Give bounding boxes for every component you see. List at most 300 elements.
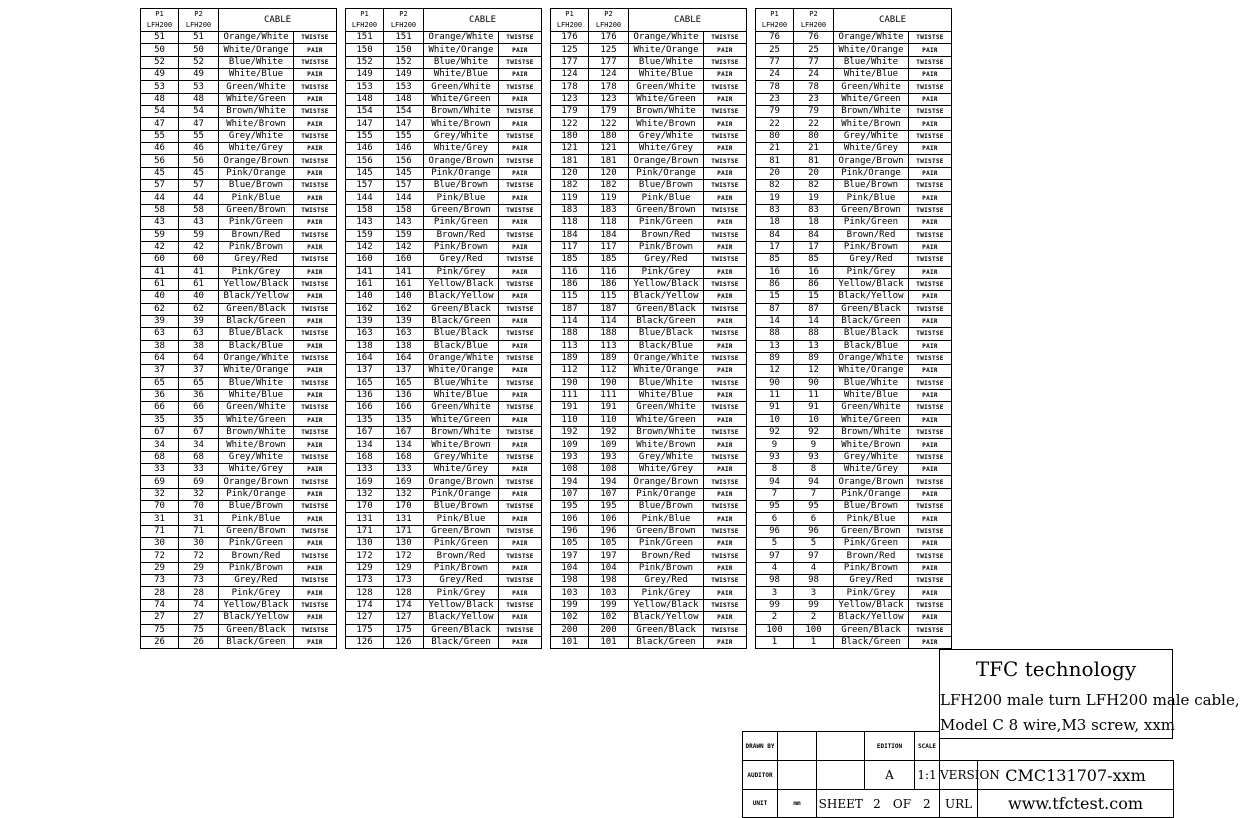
p2-pin: 163: [384, 328, 424, 340]
twisted-label: TWISTSE: [294, 106, 337, 118]
p2-pin: 86: [794, 278, 834, 290]
wire-color: Pink/Brown: [219, 562, 294, 574]
p2-pin: 81: [794, 155, 834, 167]
p2-pin: 13: [794, 340, 834, 352]
wire-color: Pink/Grey: [834, 587, 909, 599]
p2-pin: 92: [794, 427, 834, 439]
p2-pin: 70: [179, 501, 219, 513]
wire-color: Blue/Brown: [424, 180, 499, 192]
p2-pin: 62: [179, 303, 219, 315]
wire-color: Green/Black: [219, 624, 294, 636]
wire-color: Pink/Grey: [629, 587, 704, 599]
p1-pin: 31: [141, 513, 179, 525]
wire-color: White/Green: [424, 93, 499, 105]
p2-pin: 178: [589, 81, 629, 93]
pair-label: PAIR: [704, 217, 747, 229]
wire-color: White/Green: [629, 93, 704, 105]
p2-pin: 90: [794, 377, 834, 389]
twisted-label: TWISTSE: [704, 476, 747, 488]
p1-pin: 116: [551, 266, 589, 278]
twisted-label: TWISTSE: [294, 81, 337, 93]
p1-pin: 32: [141, 488, 179, 500]
p1-pin: 5: [756, 538, 794, 550]
wire-color: Pink/Green: [834, 538, 909, 550]
wire-color: Yellow/Black: [219, 278, 294, 290]
p2-header-line2: LFH200: [800, 21, 827, 29]
p1-pin: 106: [551, 513, 589, 525]
wire-color: Grey/White: [629, 451, 704, 463]
wire-color: White/Brown: [834, 118, 909, 130]
twisted-label: TWISTSE: [499, 427, 542, 439]
twisted-label: TWISTSE: [499, 229, 542, 241]
wire-color: Black/Blue: [629, 340, 704, 352]
p1-pin: 176: [551, 32, 589, 44]
pair-label: PAIR: [909, 587, 952, 599]
p1-pin: 37: [141, 365, 179, 377]
p2-pin: 12: [794, 365, 834, 377]
p1-pin: 65: [141, 377, 179, 389]
wire-color: White/Orange: [219, 365, 294, 377]
wire-color: Black/Yellow: [834, 612, 909, 624]
p1-pin: 14: [756, 315, 794, 327]
table-row: [141, 254, 337, 266]
table-row: [756, 81, 952, 93]
table-row: [141, 69, 337, 81]
p1-pin: 192: [551, 427, 589, 439]
p1-pin: 177: [551, 56, 589, 68]
p1-pin: 123: [551, 93, 589, 105]
table-row: [756, 439, 952, 451]
table-row: [141, 56, 337, 68]
table-row: [346, 69, 542, 81]
table-row: [346, 106, 542, 118]
p1-pin: 198: [551, 575, 589, 587]
p1-pin: 122: [551, 118, 589, 130]
p2-pin: 146: [384, 143, 424, 155]
wire-color: White/Green: [424, 414, 499, 426]
p2-pin: 173: [384, 575, 424, 587]
twisted-label: TWISTSE: [499, 180, 542, 192]
table-row: [551, 624, 747, 636]
p2-pin: 71: [179, 525, 219, 537]
p2-pin: 198: [589, 575, 629, 587]
p1-pin: 115: [551, 291, 589, 303]
p2-pin: 65: [179, 377, 219, 389]
wire-color: Black/Yellow: [424, 612, 499, 624]
wire-color: Blue/Brown: [219, 180, 294, 192]
wire-color: Blue/White: [834, 56, 909, 68]
wire-color: Pink/Green: [219, 217, 294, 229]
table-row: [551, 352, 747, 364]
wire-color: White/Brown: [219, 118, 294, 130]
p1-pin: 60: [141, 254, 179, 266]
twisted-label: TWISTSE: [294, 328, 337, 340]
url-label: URL: [940, 790, 978, 818]
p2-pin: 174: [384, 599, 424, 611]
twisted-label: TWISTSE: [704, 106, 747, 118]
p2-pin: 184: [589, 229, 629, 241]
model-description: Model C 8 wire,M3 screw, xxm: [940, 712, 1173, 739]
pair-label: PAIR: [294, 192, 337, 204]
wire-color: Blue/White: [629, 377, 704, 389]
pair-label: PAIR: [294, 93, 337, 105]
twisted-label: TWISTSE: [909, 81, 952, 93]
wire-color: Orange/Brown: [424, 155, 499, 167]
p2-pin: 112: [589, 365, 629, 377]
table-row: [141, 291, 337, 303]
pair-label: PAIR: [704, 44, 747, 56]
p2-pin: 182: [589, 180, 629, 192]
p1-pin: 118: [551, 217, 589, 229]
p1-pin: 182: [551, 180, 589, 192]
p2-pin: 130: [384, 538, 424, 550]
p1-pin: 114: [551, 315, 589, 327]
wire-color: White/Grey: [219, 464, 294, 476]
wire-color: Pink/Blue: [834, 513, 909, 525]
p2-pin: 24: [794, 69, 834, 81]
table-row: [141, 488, 337, 500]
wire-color: Black/Green: [834, 315, 909, 327]
wire-color: Brown/Red: [219, 550, 294, 562]
wire-color: Pink/Grey: [219, 587, 294, 599]
p2-header: [589, 9, 629, 32]
p1-pin: 135: [346, 414, 384, 426]
wire-color: Grey/Red: [424, 575, 499, 587]
wire-color: Yellow/Black: [629, 278, 704, 290]
table-row: [346, 118, 542, 130]
wire-color: Green/White: [219, 81, 294, 93]
p1-pin: 104: [551, 562, 589, 574]
p2-pin: 152: [384, 56, 424, 68]
table-row: [346, 241, 542, 253]
p2-pin: 168: [384, 451, 424, 463]
twisted-label: TWISTSE: [909, 278, 952, 290]
table-row: [141, 513, 337, 525]
p2-header-line1: P2: [604, 10, 613, 18]
table-row: [551, 106, 747, 118]
p1-pin: 127: [346, 612, 384, 624]
twisted-label: TWISTSE: [294, 550, 337, 562]
p2-pin: 5: [794, 538, 834, 550]
wire-color: Yellow/Black: [424, 599, 499, 611]
pair-label: PAIR: [499, 93, 542, 105]
p1-header-line2: LFH200: [146, 21, 173, 29]
p1-pin: 97: [756, 550, 794, 562]
table-row: [346, 427, 542, 439]
p2-pin: 136: [384, 389, 424, 401]
table-row: [551, 266, 747, 278]
twisted-label: TWISTSE: [909, 328, 952, 340]
wire-color: Pink/Green: [629, 538, 704, 550]
p1-pin: 95: [756, 501, 794, 513]
wire-color: Green/Brown: [219, 204, 294, 216]
p2-pin: 100: [794, 624, 834, 636]
p2-pin: 183: [589, 204, 629, 216]
table-row: [346, 476, 542, 488]
p2-pin: 135: [384, 414, 424, 426]
wire-color: Brown/White: [834, 106, 909, 118]
table-row: [346, 352, 542, 364]
table-row: [756, 451, 952, 463]
table-row: [551, 241, 747, 253]
pair-label: PAIR: [294, 241, 337, 253]
table-row: [141, 106, 337, 118]
table-row: [756, 476, 952, 488]
pair-label: PAIR: [499, 192, 542, 204]
wire-color: Grey/White: [834, 451, 909, 463]
p2-pin: 128: [384, 587, 424, 599]
pinout-table-1: [140, 8, 337, 649]
p1-pin: 128: [346, 587, 384, 599]
p2-pin: 113: [589, 340, 629, 352]
table-row: [346, 365, 542, 377]
wire-color: White/Grey: [629, 464, 704, 476]
p2-pin: 35: [179, 414, 219, 426]
p2-pin: 20: [794, 167, 834, 179]
pair-label: PAIR: [499, 365, 542, 377]
pair-label: PAIR: [294, 266, 337, 278]
p1-pin: 25: [756, 44, 794, 56]
wire-color: Blue/Brown: [834, 180, 909, 192]
p2-pin: 157: [384, 180, 424, 192]
twisted-label: TWISTSE: [704, 56, 747, 68]
pair-label: PAIR: [909, 241, 952, 253]
wire-color: Brown/White: [424, 106, 499, 118]
wire-color: Blue/Black: [424, 328, 499, 340]
scale-value: 1:1: [915, 761, 940, 790]
pair-label: PAIR: [499, 389, 542, 401]
wire-color: White/Orange: [629, 44, 704, 56]
table-row: [346, 56, 542, 68]
twisted-label: TWISTSE: [499, 599, 542, 611]
p2-header-line2: LFH200: [595, 21, 622, 29]
pair-label: PAIR: [704, 587, 747, 599]
table-row: [346, 451, 542, 463]
table-row: [756, 612, 952, 624]
p2-pin: 121: [589, 143, 629, 155]
twisted-label: TWISTSE: [499, 352, 542, 364]
table-row: [756, 106, 952, 118]
p1-pin: 63: [141, 328, 179, 340]
p2-pin: 116: [589, 266, 629, 278]
pair-label: PAIR: [704, 192, 747, 204]
p1-pin: 67: [141, 427, 179, 439]
p2-pin: 67: [179, 427, 219, 439]
p1-pin: 111: [551, 389, 589, 401]
pair-label: PAIR: [294, 217, 337, 229]
table-row: [141, 501, 337, 513]
p2-pin: 60: [179, 254, 219, 266]
p1-pin: 1: [756, 636, 794, 648]
p2-pin: 46: [179, 143, 219, 155]
p2-pin: 132: [384, 488, 424, 500]
wire-color: Orange/Brown: [424, 476, 499, 488]
twisted-label: TWISTSE: [499, 501, 542, 513]
twisted-label: TWISTSE: [909, 599, 952, 611]
version-value: CMC131707-xxm: [978, 761, 1174, 790]
table-row: [551, 389, 747, 401]
wire-color: Black/Yellow: [219, 291, 294, 303]
sheet-total: 2: [915, 790, 940, 818]
wire-color: White/Green: [219, 414, 294, 426]
twisted-label: TWISTSE: [294, 427, 337, 439]
wire-color: Grey/White: [424, 451, 499, 463]
wire-color: Pink/Green: [424, 217, 499, 229]
table-row: [551, 328, 747, 340]
wire-color: Orange/White: [629, 32, 704, 44]
p2-pin: 162: [384, 303, 424, 315]
wire-color: Blue/Brown: [424, 501, 499, 513]
p2-pin: 126: [384, 636, 424, 648]
table-row: [346, 44, 542, 56]
p2-pin: 33: [179, 464, 219, 476]
table-row: [756, 241, 952, 253]
p2-pin: 82: [794, 180, 834, 192]
table-row: [141, 352, 337, 364]
p1-pin: 36: [141, 389, 179, 401]
wire-color: White/Brown: [629, 118, 704, 130]
table-row: [141, 32, 337, 44]
p1-pin: 92: [756, 427, 794, 439]
pair-label: PAIR: [909, 44, 952, 56]
table-row: [346, 192, 542, 204]
table-row: [346, 414, 542, 426]
twisted-label: TWISTSE: [294, 501, 337, 513]
p1-pin: 129: [346, 562, 384, 574]
twisted-label: TWISTSE: [499, 476, 542, 488]
p1-pin: 94: [756, 476, 794, 488]
pair-label: PAIR: [499, 538, 542, 550]
twisted-label: TWISTSE: [909, 550, 952, 562]
twisted-label: TWISTSE: [294, 229, 337, 241]
twisted-label: TWISTSE: [909, 377, 952, 389]
wire-color: White/Grey: [834, 464, 909, 476]
pair-label: PAIR: [294, 538, 337, 550]
table-row: [141, 143, 337, 155]
table-row: [551, 278, 747, 290]
twisted-label: TWISTSE: [909, 254, 952, 266]
p2-pin: 58: [179, 204, 219, 216]
p1-pin: 155: [346, 130, 384, 142]
table-row: [346, 501, 542, 513]
p2-pin: 75: [179, 624, 219, 636]
wire-color: Pink/Green: [219, 538, 294, 550]
p2-pin: 48: [179, 93, 219, 105]
pair-label: PAIR: [704, 266, 747, 278]
p1-pin: 93: [756, 451, 794, 463]
twisted-label: TWISTSE: [294, 451, 337, 463]
p2-pin: 99: [794, 599, 834, 611]
twisted-label: TWISTSE: [499, 525, 542, 537]
twisted-label: TWISTSE: [499, 106, 542, 118]
pair-label: PAIR: [909, 266, 952, 278]
p1-pin: 107: [551, 488, 589, 500]
auditor-value-2: [817, 761, 865, 790]
p2-pin: 57: [179, 180, 219, 192]
p2-pin: 193: [589, 451, 629, 463]
twisted-label: TWISTSE: [704, 204, 747, 216]
table-row: [756, 587, 952, 599]
twisted-label: TWISTSE: [294, 599, 337, 611]
p1-pin: 6: [756, 513, 794, 525]
wire-color: Yellow/Black: [424, 278, 499, 290]
wire-color: Pink/Orange: [219, 488, 294, 500]
table-row: [551, 93, 747, 105]
p1-pin: 190: [551, 377, 589, 389]
p1-pin: 29: [141, 562, 179, 574]
p1-pin: 188: [551, 328, 589, 340]
table-row: [551, 143, 747, 155]
table-row: [756, 402, 952, 414]
p2-pin: 85: [794, 254, 834, 266]
table-row: [141, 402, 337, 414]
table-row: [346, 328, 542, 340]
table-row: [141, 315, 337, 327]
table-row: [141, 167, 337, 179]
p1-pin: 74: [141, 599, 179, 611]
p2-pin: 72: [179, 550, 219, 562]
wire-color: Orange/Brown: [834, 155, 909, 167]
twisted-label: TWISTSE: [704, 278, 747, 290]
p2-pin: 3: [794, 587, 834, 599]
p1-pin: 101: [551, 636, 589, 648]
p2-pin: 49: [179, 69, 219, 81]
table-row: [346, 130, 542, 142]
wire-color: Brown/Red: [629, 550, 704, 562]
pair-label: PAIR: [909, 118, 952, 130]
p2-pin: 177: [589, 56, 629, 68]
p1-pin: 40: [141, 291, 179, 303]
p1-pin: 19: [756, 192, 794, 204]
wire-color: Pink/Orange: [834, 488, 909, 500]
table-row: [346, 488, 542, 500]
table-row: [346, 229, 542, 241]
p1-pin: 146: [346, 143, 384, 155]
p2-pin: 196: [589, 525, 629, 537]
table-row: [551, 377, 747, 389]
p1-pin: 54: [141, 106, 179, 118]
table-row: [346, 155, 542, 167]
table-row: [551, 167, 747, 179]
table-row: [346, 538, 542, 550]
table-row: [346, 167, 542, 179]
pair-label: PAIR: [909, 340, 952, 352]
p2-pin: 123: [589, 93, 629, 105]
cable-header: CABLE: [424, 9, 542, 32]
p2-pin: 140: [384, 291, 424, 303]
p2-pin: 171: [384, 525, 424, 537]
wire-color: Pink/Orange: [424, 488, 499, 500]
pair-label: PAIR: [909, 612, 952, 624]
twisted-label: TWISTSE: [294, 130, 337, 142]
p2-pin: 155: [384, 130, 424, 142]
wire-color: Orange/White: [424, 352, 499, 364]
twisted-label: TWISTSE: [294, 476, 337, 488]
p1-pin: 50: [141, 44, 179, 56]
p2-pin: 21: [794, 143, 834, 155]
table-row: [141, 328, 337, 340]
p2-pin: 17: [794, 241, 834, 253]
p1-pin: 42: [141, 241, 179, 253]
p1-pin: 3: [756, 587, 794, 599]
pair-label: PAIR: [499, 266, 542, 278]
p2-pin: 176: [589, 32, 629, 44]
pair-label: PAIR: [704, 389, 747, 401]
p2-pin: 150: [384, 44, 424, 56]
table-row: [551, 538, 747, 550]
p1-pin: 105: [551, 538, 589, 550]
pair-label: PAIR: [909, 538, 952, 550]
